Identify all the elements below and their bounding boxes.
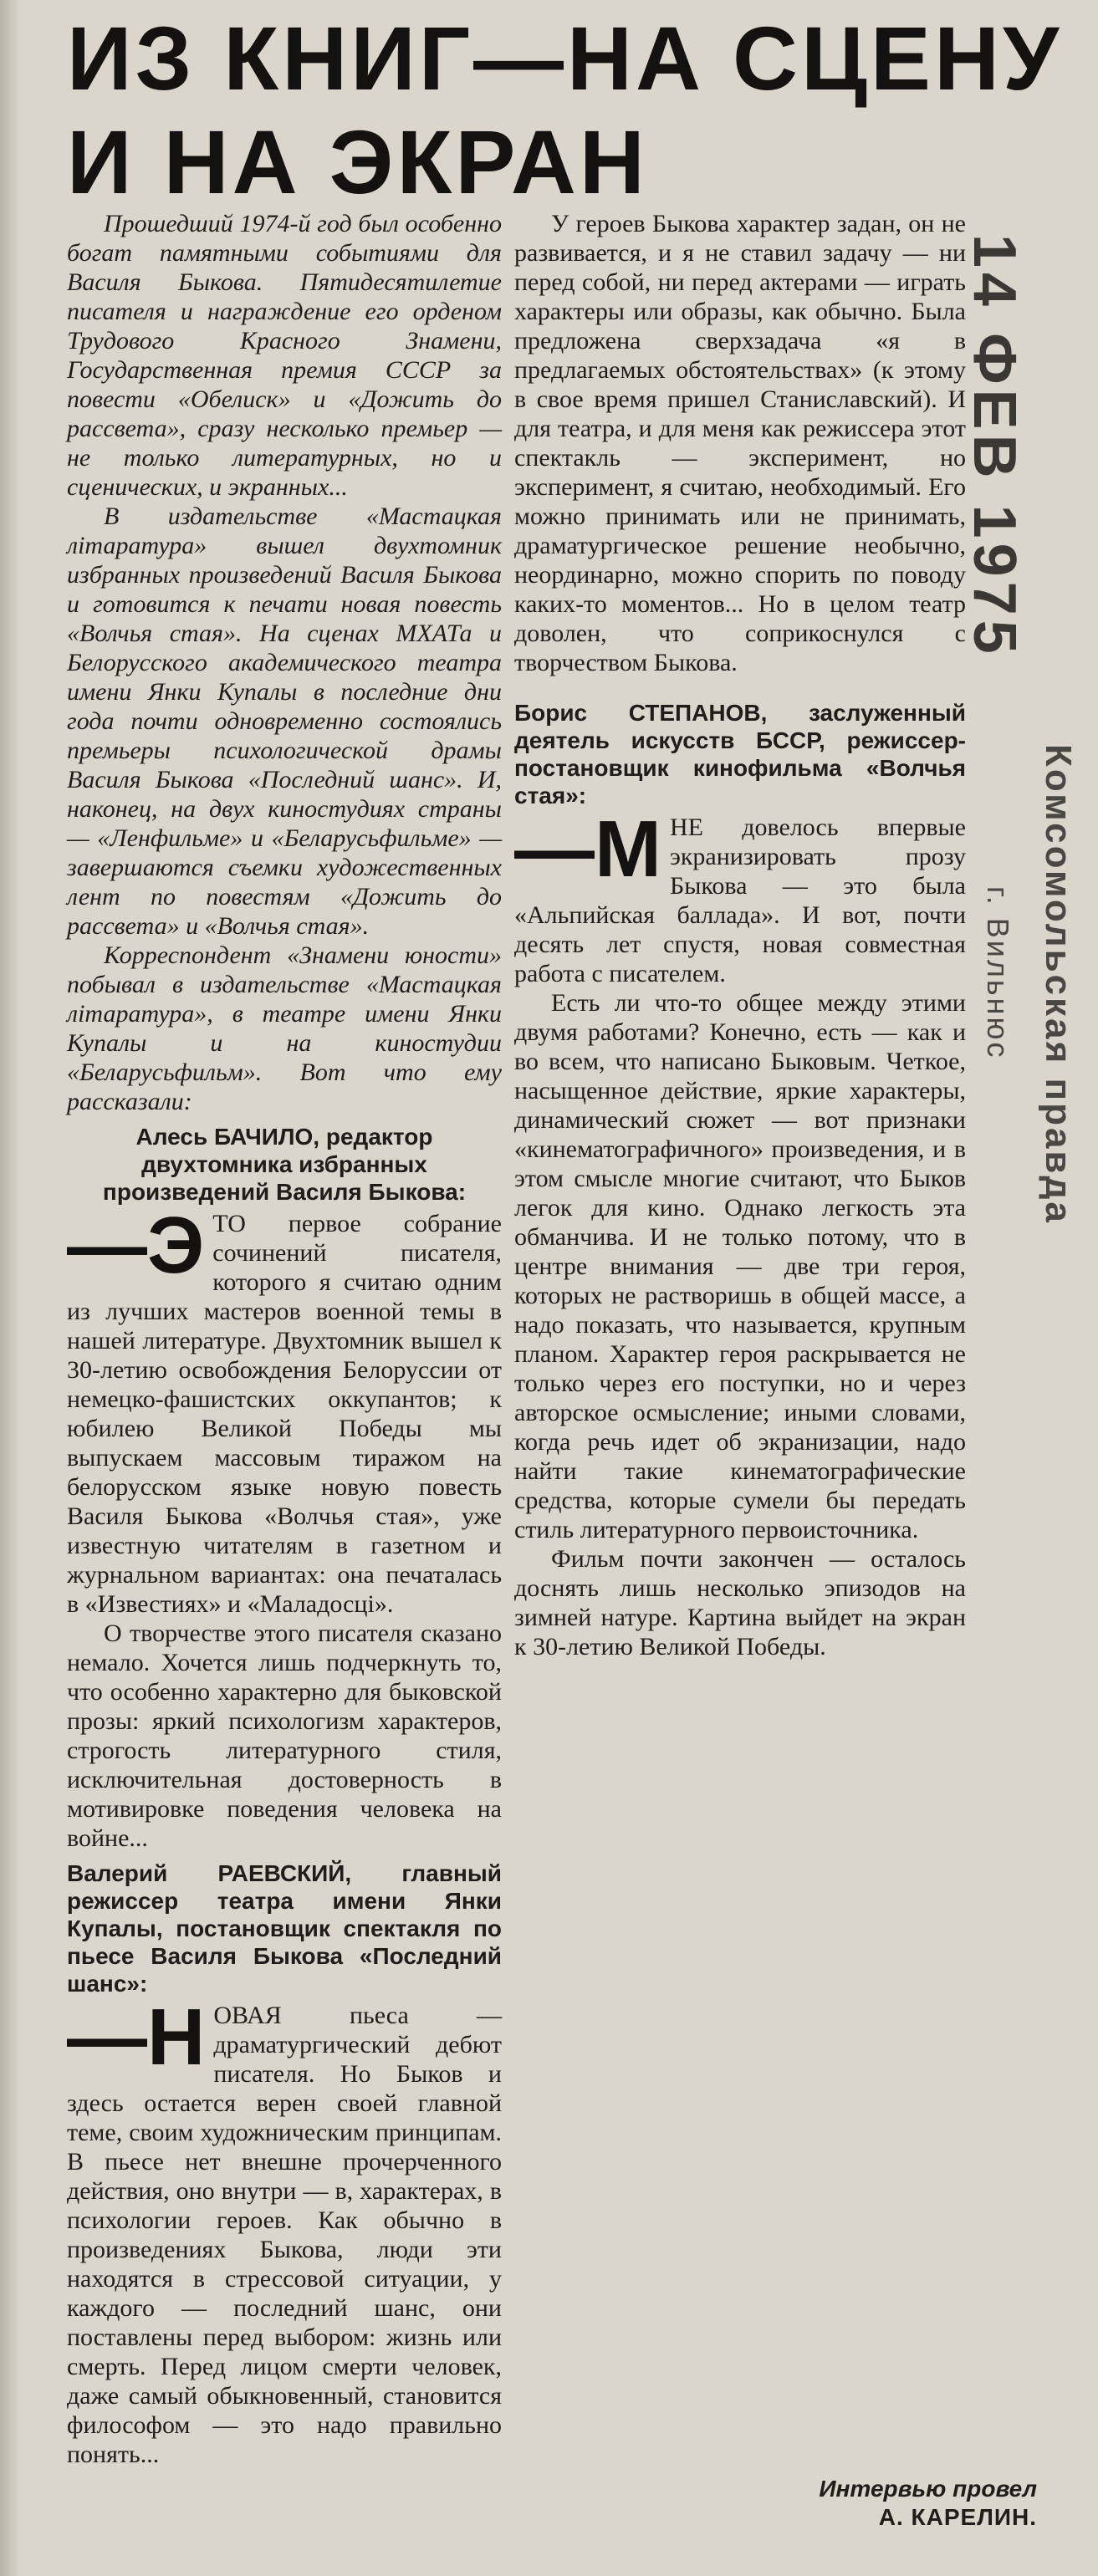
speaker-bachilo: Алесь БАЧИЛО, редактор двухтомника избранных произведений Василя Быкова: bbox=[102, 1124, 467, 1205]
right-column bbox=[514, 209, 966, 1661]
raevsky-paragraph-1-text: ОВАЯ пьеса — драматургический дебют писателя. Но Быков и здесь остается верен своей главной теме, своим художническим принципам. В пьесе нет внешне прочерченного действия, оно внутри — в, характерах, в психологии героев. Как обычно в произведениях Быкова, люди эти находятся в стрессовой ситуации, у каждого — последний шанс, они поставлены перед выбором: жизнь или смерть. Перед лицом смерти человек, даже самый обыкновенный, становится философом — это надо правильно понять... bbox=[67, 2002, 502, 2468]
dropcap-raevsky: —Н bbox=[67, 1992, 206, 2082]
stepanov-paragraph-2: Есть ли что-то общее между этими двумя работами? Конечно, есть — как и во всем, что написано Быковым. Четкое, насыщенное действие, яркие характеры, динамический сюжет — вот признаки «кинематографичного» произведения, и в этом смысле многие считают, что Быков легок для кино. Однако легкость эта обманчива. И не только потому, что в центре внимания — две три героя, которых не растворишь в общей массе, а надо показать, что называется, крупным планом. Характер героя раскрывается не только через его поступки, но и через авторское осмысление; иными словами, когда речь идет об экранизации, надо найти такие кинематографические средства, которые сумели бы передать стиль литературного первоисточника. bbox=[514, 989, 966, 1543]
stepanov-paragraph-1 bbox=[514, 804, 966, 988]
bachilo-paragraph-2: О творчестве этого писателя сказано немало. Хочется лишь подчеркнуть то, что особенно характерно для быковской прозы: яркий психологизм характеров, строгость литературного стиля, исключительная достоверность в мотивировке поведения человека на войне... bbox=[67, 1620, 502, 1852]
intro-paragraph-3: Корреспондент «Знамени юности» побывал в издательстве «Мастацкая лiтаратура», в театре имени Янки Купалы и на киностудии «Беларусьфильм». Вот что ему рассказали: bbox=[67, 941, 502, 1115]
dropcap-bachilo: —Э bbox=[67, 1201, 205, 1290]
intro-paragraph-1: Прошедший 1974-й год был особенно богат памятными событиями для Василя Быкова. Пятидесятилетие писателя и награждение его орденом Трудового Красного Знамени, Государственная премия СССР за повести «Обелиск» и «Дожить до рассвета», сразу несколько премьер — не только литературных, но и сценических, и экранных... bbox=[67, 210, 502, 501]
headline-line-1: ИЗ КНИГ—НА СЦЕНУ bbox=[67, 8, 1063, 109]
speaker-raevsky: Валерий РАЕВСКИЙ, главный режиссер театра имени Янки Купалы, постановщик спектакля по пьесе Василя Быкова «Последний шанс»: bbox=[67, 1860, 502, 1997]
city-stamp: г. Вильнюс bbox=[981, 886, 1015, 1060]
paper-edge-shadow bbox=[0, 0, 20, 2576]
raevsky-paragraph-2: У героев Быкова характер задан, он не развивается, и я не ставил задачу — ни перед собой, ни перед актерами — играть характеры или образы, как обычно. Была предложена сверхзадача «я в предлагаемых обстоятельствах» (к этому в свое время пришел Станиславский). И для театра, и для меня как режиссера этот спектакль — эксперимент, но эксперимент, я считаю, необходимый. Его можно принимать или не принимать, драматургическое решение необычно, неординарно, можно спорить по поводу каких-то моментов... Но в целом театр доволен, что соприкоснулся с творчеством Быкова. bbox=[514, 210, 966, 676]
bachilo-paragraph-1 bbox=[67, 1201, 502, 1619]
bachilo-paragraph-1-text: ТО первое собрание сочинений писателя, которого я считаю одним из лучших мастеров военной темы в нашей литературе. Двухтомник вышел к 30-летию освобождения Белоруссии от немецко-фашистских оккупантов; к юбилею Великой Победы мы выпускаем массовым тиражом на белорусском языке новую повесть Василя Быкова «Волчья стая», уже известную читателям в газетном и журнальном вариантах: она печаталась в «Известиях» и «Маладосцi». bbox=[67, 1210, 502, 1618]
dropcap-stepanov: —М bbox=[514, 804, 661, 894]
headline-line-2: И НА ЭКРАН bbox=[67, 111, 648, 212]
speaker-stepanov: Борис СТЕПАНОВ, заслуженный деятель искусств БССР, режиссер-постановщик кинофильма «Волчья стая»: bbox=[514, 700, 966, 809]
left-column bbox=[67, 209, 502, 2469]
signoff-label: Интервью провел bbox=[819, 2476, 1037, 2502]
newspaper-name-stamp: Комсомольская правда bbox=[1038, 744, 1079, 1225]
signoff bbox=[686, 2475, 1037, 2532]
raevsky-paragraph-1 bbox=[67, 1992, 502, 2469]
stepanov-paragraph-3: Фильм почти закончен — осталось доснять лишь несколько эпизодов на зимней натуре. Картина выйдет на экран к 30-летию Великой Победы. bbox=[514, 1545, 966, 1660]
date-stamp: 14 ФЕВ 1975 bbox=[961, 234, 1028, 659]
headline bbox=[67, 7, 1063, 214]
intro-paragraph-2: В издательстве «Мастацкая лiтаратура» вышел двухтомник избранных произведений Василя Быкова и готовится к печати новая повесть «Волчья стая». На сценах МХАТа и Белорусского академического театра имени Янки Купалы в последние дни года почти одновременно состоялись премьеры психологической драмы Василя Быкова «Последний шанс». И, наконец, на двух киностудиях страны — «Ленфильме» и «Беларусьфильме» — завершаются съемки художественных лент по повестям «Дожить до рассвета» и «Волчья стая». bbox=[67, 502, 502, 940]
signoff-author: А. КАРЕЛИН. bbox=[878, 2504, 1037, 2530]
stepanov-paragraph-1-text: НЕ довелось впервые экранизировать прозу Быкова — это была «Альпийская баллада». И вот, почти десять лет спустя, новая совместная работа с писателем. bbox=[514, 814, 966, 987]
intro bbox=[67, 209, 502, 1116]
